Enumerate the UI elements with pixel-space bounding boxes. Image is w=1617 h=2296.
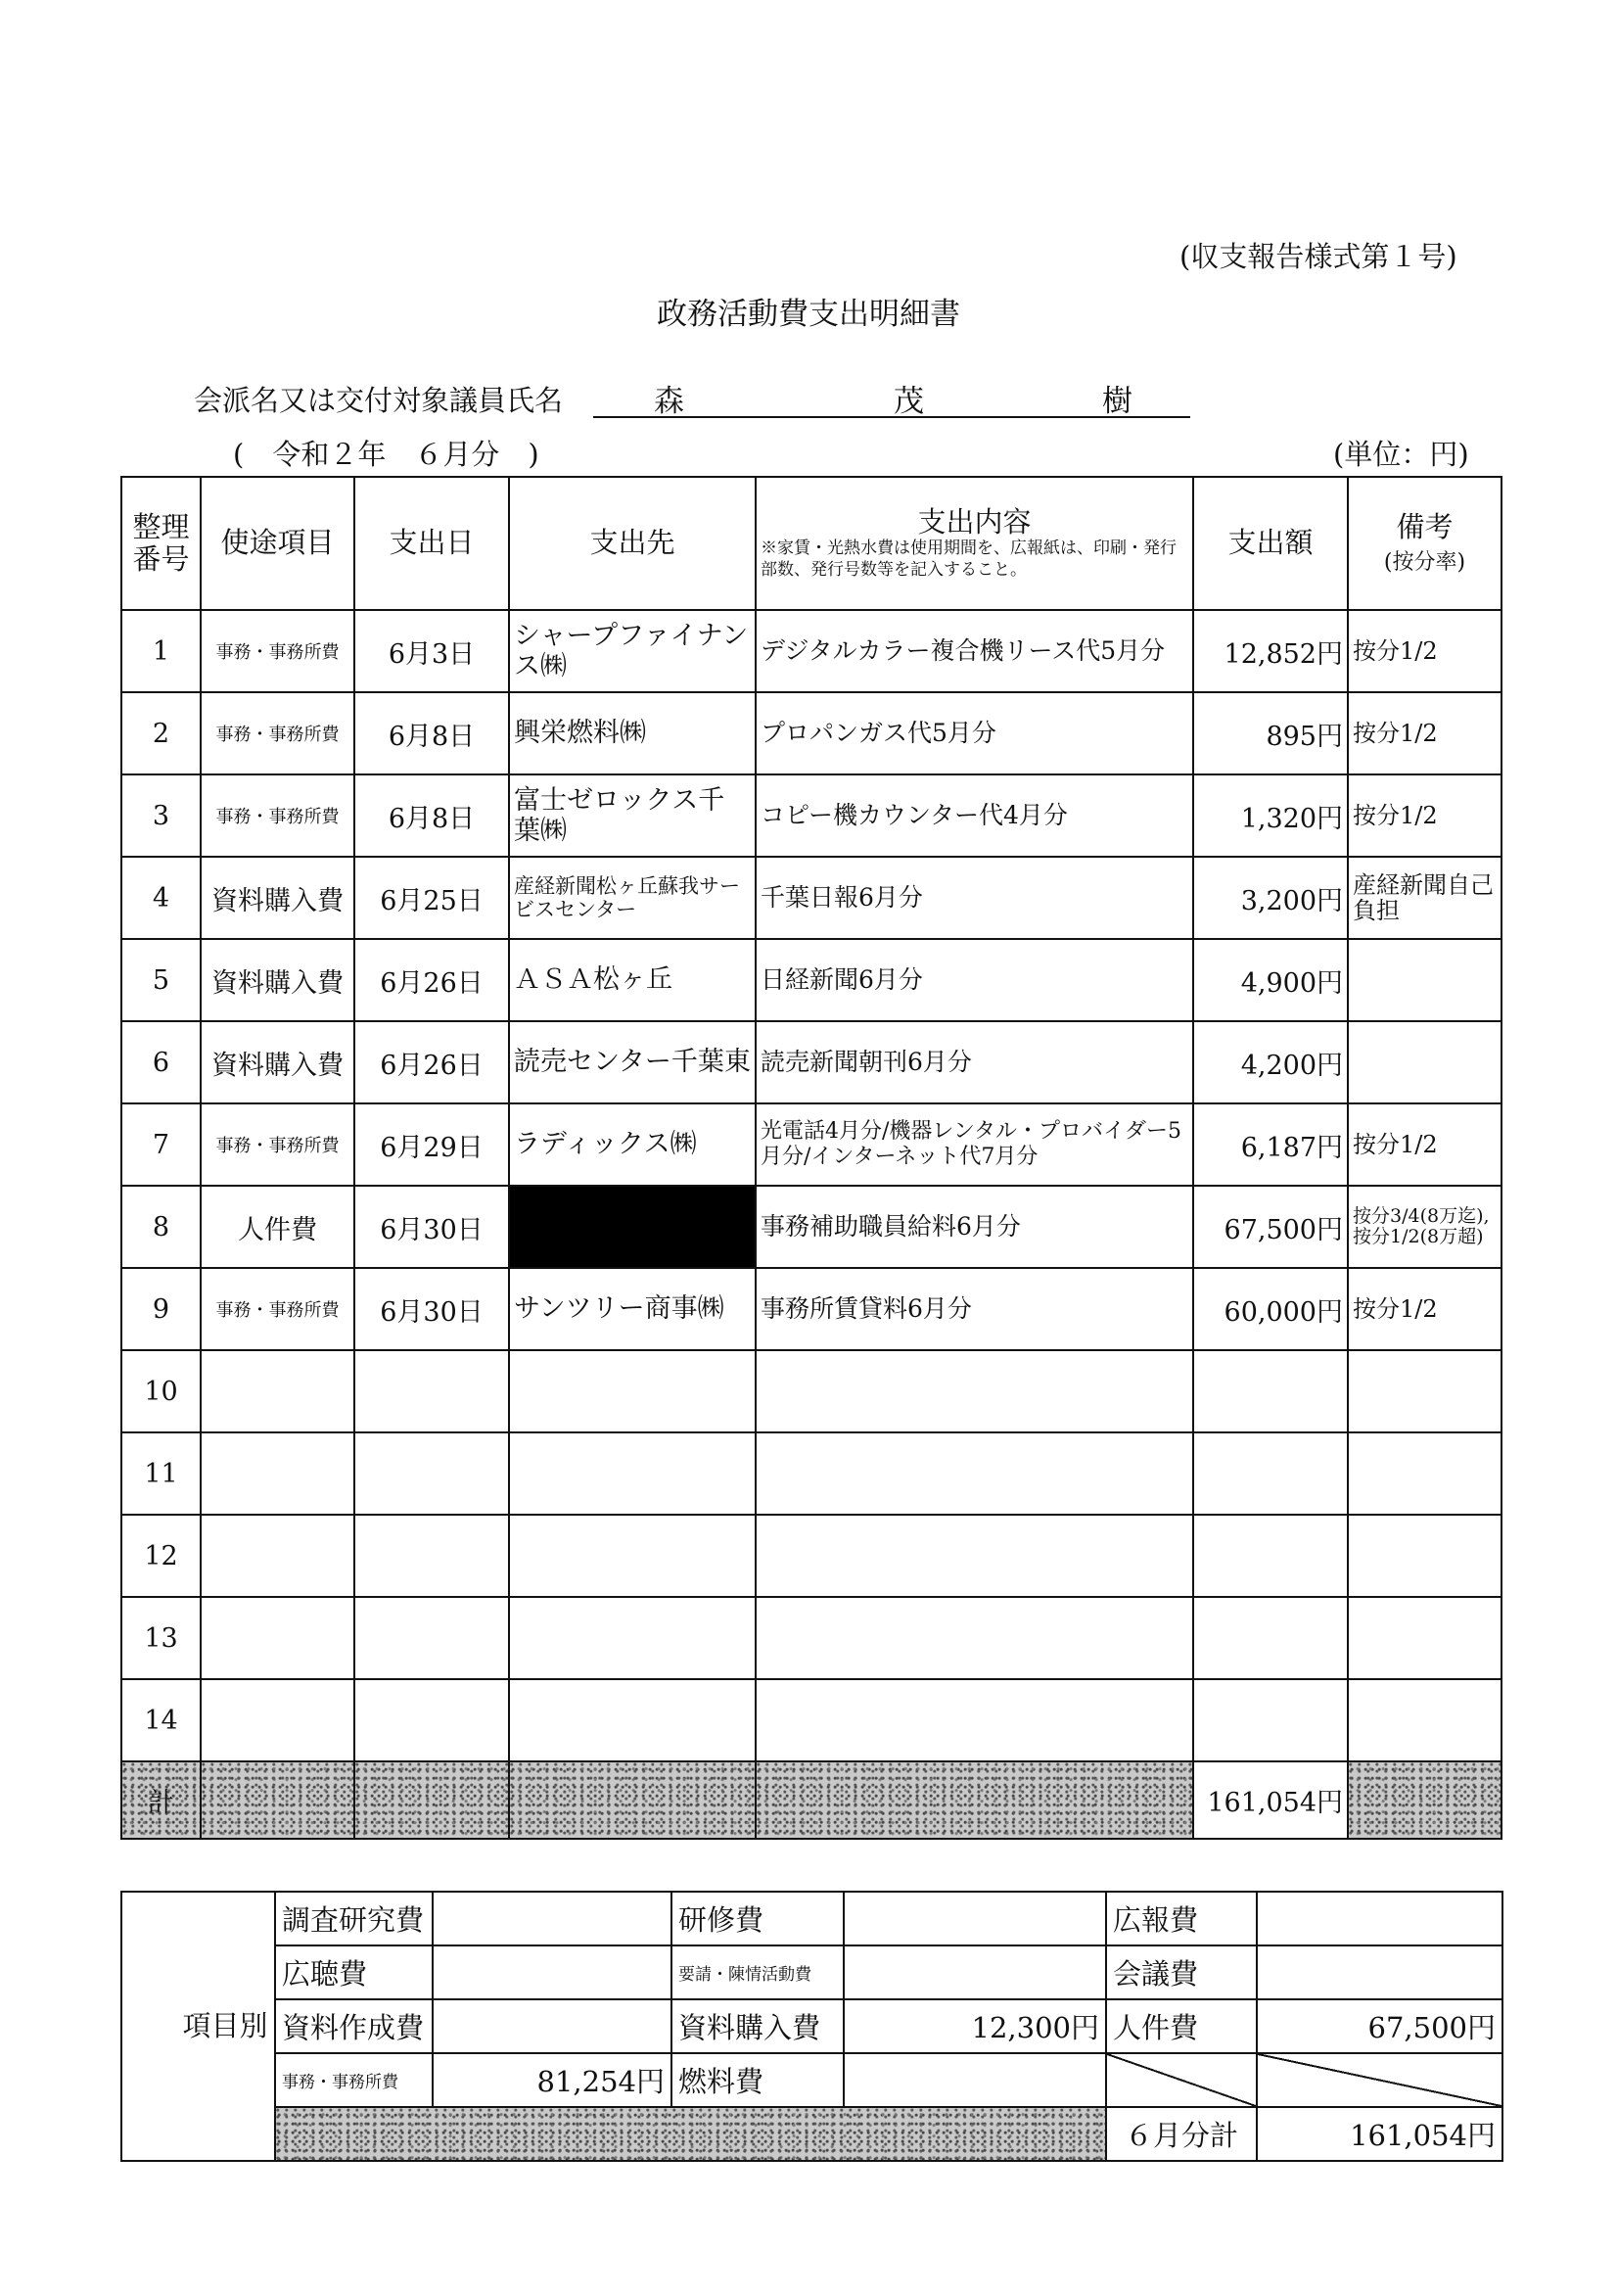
row-payee: 興栄燃料㈱ [509,692,756,774]
table-row [121,1186,1502,1268]
table-row [121,692,1502,774]
row-content [756,1350,1193,1432]
row-payee: 産経新聞松ヶ丘蘇我サービスセンター [509,857,756,939]
row-remark [1348,1679,1502,1761]
row-content: 読売新聞朝刊6月分 [756,1021,1193,1103]
row-remark: 按分1/2 [1348,610,1502,692]
row-content [756,1515,1193,1597]
summary-value: 81,254円 [433,2053,671,2107]
table-row [121,1679,1502,1761]
row-purpose [201,1597,354,1679]
summary-label: 広聴費 [275,1945,433,1999]
total-amount: 161,054円 [1193,1761,1348,1839]
row-content [756,1432,1193,1515]
row-purpose [201,1432,354,1515]
row-no: 9 [121,1268,201,1350]
row-date: 6月3日 [354,610,509,692]
summary-row [121,1999,1502,2053]
header-content [756,477,1193,610]
summary-value [433,1999,671,2053]
row-no: 6 [121,1021,201,1103]
row-purpose: 事務・事務所費 [201,1268,354,1350]
row-date [354,1350,509,1432]
row-purpose [201,1350,354,1432]
row-payee: シャープファイナンス㈱ [509,610,756,692]
month-total-value: 161,054円 [1257,2107,1502,2161]
summary-value [1257,1892,1502,1945]
row-no: 10 [121,1350,201,1432]
total-row [121,1761,1502,1839]
summary-row [121,2053,1502,2107]
row-no: 13 [121,1597,201,1679]
row-remark: 按分1/2 [1348,1268,1502,1350]
row-no: 2 [121,692,201,774]
summary-total-row [121,2107,1502,2161]
row-no: 1 [121,610,201,692]
row-amount: 895円 [1193,692,1348,774]
row-no: 4 [121,857,201,939]
total-shaded-cell [756,1761,1193,1839]
header-amount: 支出額 [1193,477,1348,610]
row-payee: 富士ゼロックス千葉㈱ [509,774,756,857]
summary-label: 研修費 [671,1892,844,1945]
table-row [121,1515,1502,1597]
row-amount: 60,000円 [1193,1268,1348,1350]
summary-value [433,1945,671,1999]
row-remark: 按分1/2 [1348,774,1502,857]
row-amount: 1,320円 [1193,774,1348,857]
row-purpose: 資料購入費 [201,939,354,1021]
row-content: 千葉日報6月分 [756,857,1193,939]
row-remark: 按分1/2 [1348,1103,1502,1186]
summary-label: 広報費 [1106,1892,1257,1945]
redacted-payee [509,1186,756,1268]
row-payee [509,1515,756,1597]
summary-label: 調査研究費 [275,1892,433,1945]
header-remark-sub: (按分率) [1383,550,1466,575]
row-content: 日経新聞6月分 [756,939,1193,1021]
table-row [121,939,1502,1021]
summary-row [121,1945,1502,1999]
table-row [121,774,1502,857]
summary-value [1257,1945,1502,1999]
row-content: プロパンガス代5月分 [756,692,1193,774]
row-date [354,1432,509,1515]
row-amount: 67,500円 [1193,1186,1348,1268]
row-payee [509,1679,756,1761]
total-shaded-cell [509,1761,756,1839]
row-content: コピー機カウンター代4月分 [756,774,1193,857]
row-content [756,1679,1193,1761]
row-date: 6月26日 [354,1021,509,1103]
row-purpose: 事務・事務所費 [201,692,354,774]
row-remark [1348,1021,1502,1103]
row-no: 8 [121,1186,201,1268]
row-amount: 4,900円 [1193,939,1348,1021]
row-no: 3 [121,774,201,857]
header-no: 整理番号 [121,477,201,610]
total-label: 計 [121,1761,201,1839]
row-purpose: 資料購入費 [201,857,354,939]
summary-label: 資料購入費 [671,1999,844,2053]
row-content: 事務所賃貸料6月分 [756,1268,1193,1350]
row-date [354,1679,509,1761]
row-no: 12 [121,1515,201,1597]
row-date: 6月30日 [354,1268,509,1350]
row-purpose: 資料購入費 [201,1021,354,1103]
summary-label: 資料作成費 [275,1999,433,2053]
form-number: (収支報告様式第１号) [1179,240,1457,273]
crossed-out-cell [1106,2053,1257,2107]
table-row [121,1432,1502,1515]
summary-label: 燃料費 [671,2053,844,2107]
row-date: 6月8日 [354,692,509,774]
row-remark [1348,1432,1502,1515]
summary-row [121,1892,1502,1945]
row-content: 事務補助職員給料6月分 [756,1186,1193,1268]
header-remark [1348,477,1502,610]
summary-label: 要請・陳情活動費 [671,1945,844,1999]
table-row [121,1103,1502,1186]
table-row [121,1597,1502,1679]
table-row [121,1350,1502,1432]
row-amount [1193,1515,1348,1597]
row-amount [1193,1679,1348,1761]
member-name-label: 会派名又は交付対象議員氏名 [194,384,564,417]
table-header-row [121,477,1502,610]
table-row [121,610,1502,692]
row-date: 6月25日 [354,857,509,939]
row-no: 7 [121,1103,201,1186]
category-summary-table [120,1891,1503,2162]
row-no: 14 [121,1679,201,1761]
row-purpose [201,1679,354,1761]
row-content [756,1597,1193,1679]
summary-label: 人件費 [1106,1999,1257,2053]
row-payee: 読売センター千葉東 [509,1021,756,1103]
row-remark [1348,1350,1502,1432]
summary-value [844,2053,1106,2107]
total-shaded-cell [354,1761,509,1839]
row-purpose: 事務・事務所費 [201,1103,354,1186]
row-amount: 6,187円 [1193,1103,1348,1186]
row-date: 6月26日 [354,939,509,1021]
total-shaded-cell [1348,1761,1502,1839]
member-name-char: 茂 [894,384,924,419]
summary-label: 事務・事務所費 [275,2053,433,2107]
row-purpose: 事務・事務所費 [201,610,354,692]
month-total-label: ６月分計 [1106,2107,1257,2161]
row-amount [1193,1597,1348,1679]
row-payee: サンツリー商事㈱ [509,1268,756,1350]
total-shaded-cell [201,1761,354,1839]
row-no: 5 [121,939,201,1021]
row-purpose: 事務・事務所費 [201,774,354,857]
row-date: 6月8日 [354,774,509,857]
row-remark [1348,1597,1502,1679]
header-date: 支出日 [354,477,509,610]
summary-shaded-cell [275,2107,1106,2161]
crossed-out-cell [1257,2053,1502,2107]
row-payee [509,1597,756,1679]
row-content: 光電話4月分/機器レンタル・プロバイダー5月分/インターネット代7月分 [756,1103,1193,1186]
unit-label: (単位：円) [1333,438,1469,471]
row-remark [1348,939,1502,1021]
member-name-char: 森 [654,384,684,419]
table-row [121,1268,1502,1350]
header-purpose: 使途項目 [201,477,354,610]
summary-value: 12,300円 [844,1999,1106,2053]
row-amount: 3,200円 [1193,857,1348,939]
summary-value [844,1892,1106,1945]
row-remark: 産経新聞自己負担 [1348,857,1502,939]
row-content: デジタルカラー複合機リース代5月分 [756,610,1193,692]
row-amount [1193,1350,1348,1432]
row-no: 11 [121,1432,201,1515]
row-remark: 按分3/4(8万迄),按分1/2(8万超) [1348,1186,1502,1268]
row-date: 6月29日 [354,1103,509,1186]
row-purpose [201,1515,354,1597]
member-name-char: 樹 [1102,384,1132,419]
report-period: ( 令和２年 ６月分 ) [233,438,539,471]
row-date [354,1597,509,1679]
document-title: 政務活動費支出明細書 [657,297,960,332]
row-payee [509,1432,756,1515]
row-remark: 按分1/2 [1348,692,1502,774]
summary-side-label [121,1892,275,2161]
header-content-note: ※家賃・光熱水費は使用期間を、広報紙は、印刷・発行部数、発行号数等を記入すること。 [761,539,1177,580]
summary-value [433,1892,671,1945]
row-amount: 12,852円 [1193,610,1348,692]
row-date: 6月30日 [354,1186,509,1268]
row-payee [509,1350,756,1432]
row-remark [1348,1515,1502,1597]
summary-value: 67,500円 [1257,1999,1502,2053]
summary-side-label-text: 項目別 [182,2008,268,2042]
row-amount [1193,1432,1348,1515]
summary-value [844,1945,1106,1999]
row-payee: ＡＳＡ松ヶ丘 [509,939,756,1021]
header-remark-label: 備考 [1396,509,1454,543]
header-payee: 支出先 [509,477,756,610]
table-row [121,1021,1502,1103]
header-content-label: 支出内容 [917,505,1032,539]
table-row [121,857,1502,939]
row-payee: ラディックス㈱ [509,1103,756,1186]
summary-label: 会議費 [1106,1945,1257,1999]
row-amount: 4,200円 [1193,1021,1348,1103]
row-purpose: 人件費 [201,1186,354,1268]
expenditure-table [120,476,1502,1840]
row-date [354,1515,509,1597]
